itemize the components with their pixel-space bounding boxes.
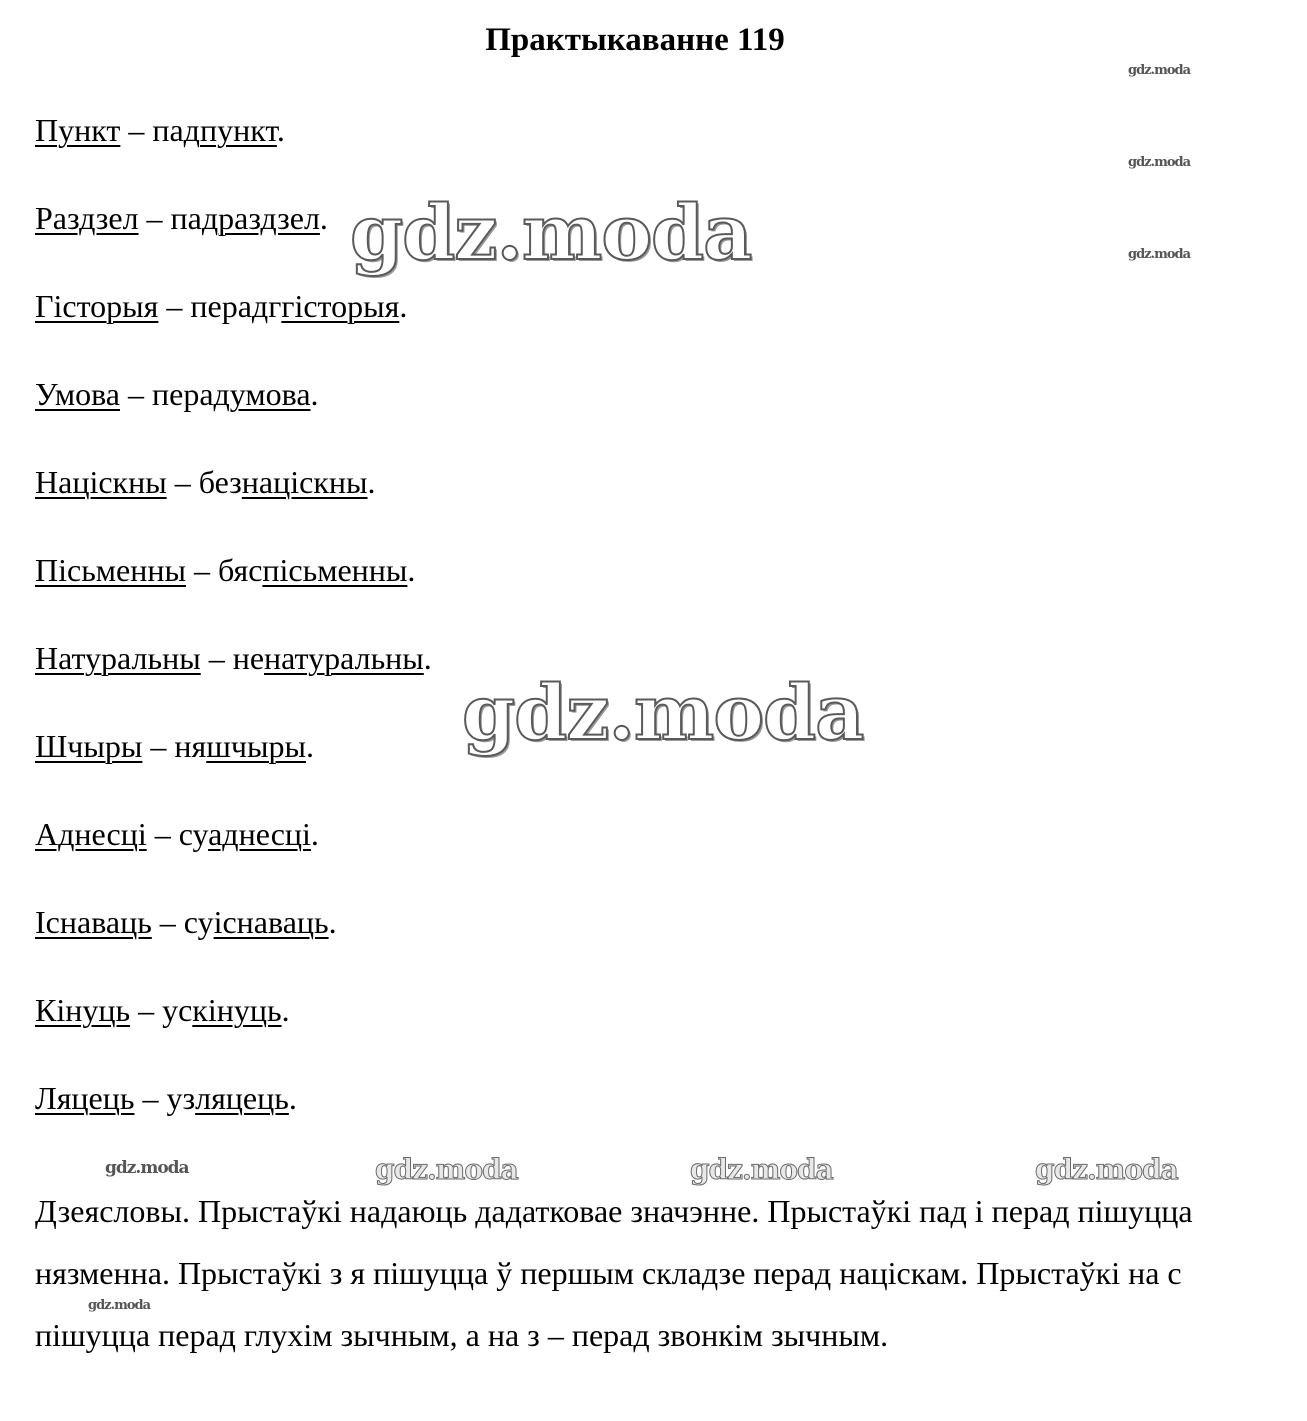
base-word: Раздзел: [35, 200, 139, 236]
watermark-medium: gdz.moda: [375, 1153, 518, 1186]
derived-root: шчыры: [206, 728, 306, 764]
word-pair-row: [35, 374, 319, 414]
prefix: ня: [174, 728, 207, 764]
base-word: Гісторыя: [35, 288, 159, 324]
watermark-small: gdz.moda: [88, 1298, 151, 1313]
dash: –: [166, 464, 199, 500]
dash: –: [138, 200, 171, 236]
word-pair-row: [35, 550, 415, 590]
base-word: Ляцець: [35, 1080, 135, 1116]
derived-root: націскны: [241, 464, 368, 500]
derived-root: раздзел: [218, 200, 320, 236]
derived-root: аднесці: [208, 816, 311, 852]
watermark-small: gdz.moda: [1128, 155, 1191, 170]
period: .: [288, 1080, 297, 1116]
watermark-large: gdz.moda: [462, 668, 864, 757]
dash: –: [119, 376, 152, 412]
derived-root: пункт: [199, 112, 277, 148]
dash: –: [186, 552, 218, 588]
derived-root: існаваць: [213, 904, 329, 940]
derived-root: пісьменны: [262, 552, 408, 588]
base-word: Аднесці: [35, 816, 147, 852]
dash: –: [142, 728, 175, 764]
base-word: Шчыры: [35, 728, 143, 764]
prefix: уз: [166, 1080, 196, 1116]
base-word: Умова: [35, 376, 120, 412]
base-word: Пункт: [35, 112, 121, 148]
word-pair-row: [35, 1078, 297, 1118]
period: .: [399, 288, 408, 324]
prefix: бяс: [218, 552, 263, 588]
word-pair-row: [35, 638, 432, 678]
explanation-paragraph: Дзеясловы. Прыстаўкі надаюць дадатковае значэнне. Прыстаўкі пад і перад пішуцца нязменна. Прыстаўкі з я пішуцца ў першым складзе перад націскам. Прыстаўкі на с пішуцца перад глухім зычным, а на з – перад звонкім зычным.: [35, 1193, 1193, 1353]
watermark-small: gdz.moda: [1128, 247, 1191, 262]
dash: –: [151, 904, 184, 940]
period: .: [281, 992, 290, 1028]
prefix: пад: [152, 112, 200, 148]
watermark-medium: gdz.moda: [1035, 1153, 1178, 1186]
period: .: [310, 376, 319, 412]
word-pair-row: [35, 726, 314, 766]
base-word: Націскны: [35, 464, 167, 500]
prefix: пад: [170, 200, 219, 236]
dash: –: [130, 992, 163, 1028]
word-pair-row: [35, 110, 285, 150]
base-word: Натуральны: [35, 640, 201, 676]
period: .: [305, 728, 314, 764]
watermark-small: gdz.moda: [1128, 63, 1191, 78]
dash: –: [158, 288, 191, 324]
base-word: Існаваць: [35, 904, 152, 940]
dash: –: [134, 1080, 167, 1116]
period: .: [367, 464, 376, 500]
period: .: [276, 112, 285, 148]
period: .: [407, 552, 416, 588]
word-pair-row: [35, 902, 337, 942]
prefix: ус: [162, 992, 193, 1028]
period: .: [319, 200, 328, 236]
word-pair-row: [35, 198, 328, 238]
prefix: су: [183, 904, 214, 940]
word-pair-row: [35, 990, 290, 1030]
watermark-small: gdz.moda: [105, 1158, 189, 1178]
prefix: перадг: [190, 288, 282, 324]
dash: –: [146, 816, 179, 852]
dash: –: [200, 640, 233, 676]
watermark-medium: gdz.moda: [690, 1153, 833, 1186]
derived-root: гісторыя: [281, 288, 400, 324]
period: .: [423, 640, 432, 676]
watermark-large: gdz.moda: [350, 188, 752, 277]
prefix: перад: [151, 376, 230, 412]
derived-root: умова: [229, 376, 311, 412]
base-word: Пісьменны: [35, 552, 186, 588]
page-title: Практыкаванне 119: [485, 22, 785, 58]
word-pair-row: [35, 462, 376, 502]
period: .: [328, 904, 337, 940]
derived-root: ляцець: [195, 1080, 289, 1116]
prefix: не: [232, 640, 265, 676]
period: .: [310, 816, 319, 852]
dash: –: [120, 112, 153, 148]
word-pair-row: [35, 814, 319, 854]
derived-root: натуральны: [264, 640, 424, 676]
derived-root: кінуць: [192, 992, 282, 1028]
base-word: Кінуць: [35, 992, 131, 1028]
word-pair-row: [35, 286, 407, 326]
prefix: без: [198, 464, 242, 500]
prefix: су: [178, 816, 209, 852]
